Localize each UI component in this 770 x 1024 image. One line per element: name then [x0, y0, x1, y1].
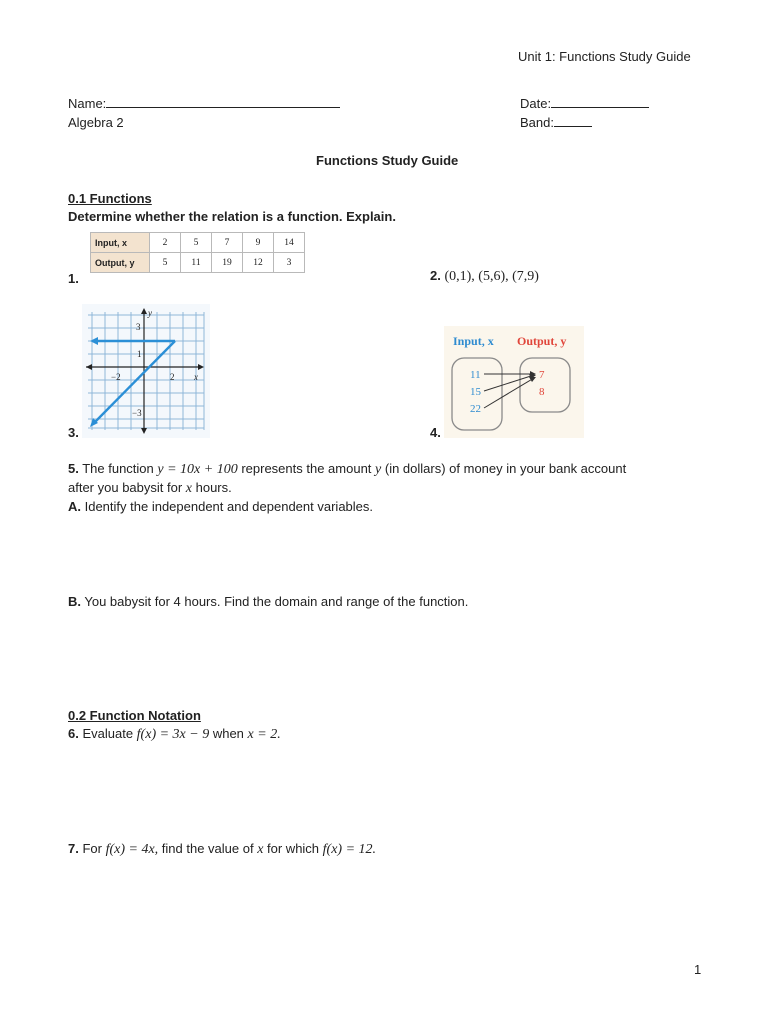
q6-equation: f(x) = 3x − 9: [136, 727, 210, 742]
q5-part-a-label: A.: [68, 499, 81, 514]
q1-output-cell: 3: [274, 253, 305, 273]
q1-input-header: Input, x: [91, 233, 150, 253]
q7-condition: f(x) = 12.: [322, 842, 377, 857]
q5-part-b: [68, 594, 468, 609]
band-label: Band:: [520, 115, 554, 130]
q6-condition: x = 2.: [247, 727, 281, 742]
mapping-output-value: 7: [539, 369, 545, 381]
section1-instruction: Determine whether the relation is a function. Explain.: [68, 209, 396, 224]
q7-line: [68, 841, 376, 858]
q2-ordered-pairs: (0,1), (5,6), (7,9): [444, 269, 539, 284]
graph-y-label: y: [148, 308, 152, 318]
mapping-input-label: Input, x: [453, 334, 494, 348]
q1-output-cell: 5: [150, 253, 181, 273]
mapping-output-value: 8: [539, 386, 545, 398]
name-label: Name:: [68, 96, 107, 111]
q6-text-b: when: [209, 726, 248, 741]
arrow-head: [529, 377, 536, 382]
band-blank[interactable]: [554, 115, 592, 127]
section2-heading: 0.2 Function Notation: [68, 708, 201, 723]
q5-part-b-text: You babysit for 4 hours. Find the domain and range of the function.: [81, 594, 469, 609]
class-label: Algebra 2: [68, 115, 124, 130]
q5-text-b: represents the amount: [237, 461, 376, 476]
page-number: 1: [694, 962, 702, 977]
q7-text-b: find the value of: [158, 841, 258, 856]
q4-mapping-diagram: [444, 326, 584, 438]
name-blank[interactable]: [106, 96, 340, 108]
q1-io-table: [90, 232, 305, 273]
q1-input-row: [91, 233, 305, 253]
doc-title: Functions Study Guide: [316, 153, 459, 168]
q1-input-cell: 5: [181, 233, 212, 253]
q1-input-cell: 14: [274, 233, 305, 253]
mapping-input-value: 15: [470, 386, 481, 398]
section1-heading: 0.1 Functions: [68, 191, 152, 206]
q7-var-x: x: [257, 842, 264, 857]
q5-part-a: [68, 499, 373, 514]
mapping-arrows: [484, 374, 534, 408]
unit-title: Unit 1: Functions Study Guide: [518, 49, 691, 64]
q1-output-cell: 12: [243, 253, 274, 273]
graph-tick-1: 1: [137, 349, 142, 359]
graph-tick-neg2: −2: [111, 372, 121, 382]
q1-input-cell: 2: [150, 233, 181, 253]
q7-equation: f(x) = 4x,: [105, 842, 159, 857]
graph-tick-2: 2: [170, 372, 175, 382]
q5-var-y: y: [375, 462, 382, 477]
q6-number: 6.: [68, 726, 79, 741]
q5-part-b-label: B.: [68, 594, 81, 609]
q1-output-cell: 11: [181, 253, 212, 273]
q1-output-cell: 19: [212, 253, 243, 273]
q3-graph: [82, 304, 210, 438]
q5-equation: y = 10x + 100: [157, 462, 238, 477]
q7-text-c: for which: [263, 841, 323, 856]
graph-tick-neg3: −3: [132, 408, 142, 418]
q6-line: [68, 726, 281, 743]
q5-text-a: The function: [78, 461, 158, 476]
q1-input-cell: 9: [243, 233, 274, 253]
q5-line1: [68, 461, 626, 478]
mapping-output-label: Output, y: [517, 334, 567, 348]
mapping-input-value: 22: [470, 403, 481, 415]
band-line: [520, 115, 592, 130]
q1-output-header: Output, y: [91, 253, 150, 273]
q7-text-a: For: [78, 841, 106, 856]
date-label: Date:: [520, 96, 552, 111]
name-line: [68, 96, 340, 111]
graph-x-label: x: [194, 372, 198, 382]
q2-number: 2.: [430, 268, 441, 283]
q5-var-x: x: [185, 481, 192, 496]
q7-number: 7.: [68, 841, 79, 856]
q5-number: 5.: [68, 461, 79, 476]
q5-part-a-text: Identify the independent and dependent variables.: [81, 499, 374, 514]
q1-output-row: [91, 253, 305, 273]
date-blank[interactable]: [551, 96, 649, 108]
q6-text-a: Evaluate: [78, 726, 137, 741]
q5-line2-a: after you babysit for: [68, 480, 186, 495]
q5-text-c: (in dollars) of money in your bank account: [381, 461, 627, 476]
q1-number: 1.: [68, 271, 79, 286]
q5-line2-b: hours.: [192, 480, 232, 495]
mapping-svg: [444, 326, 584, 438]
mapping-output-oval: [520, 358, 570, 412]
mapping-input-value: 11: [470, 369, 481, 381]
q5-line2: [68, 480, 232, 497]
graph-tick-3: 3: [136, 322, 141, 332]
date-line: [520, 96, 649, 111]
q1-input-cell: 7: [212, 233, 243, 253]
q3-number: 3.: [68, 425, 79, 440]
q2-line: [430, 268, 539, 285]
q4-number: 4.: [430, 425, 441, 440]
